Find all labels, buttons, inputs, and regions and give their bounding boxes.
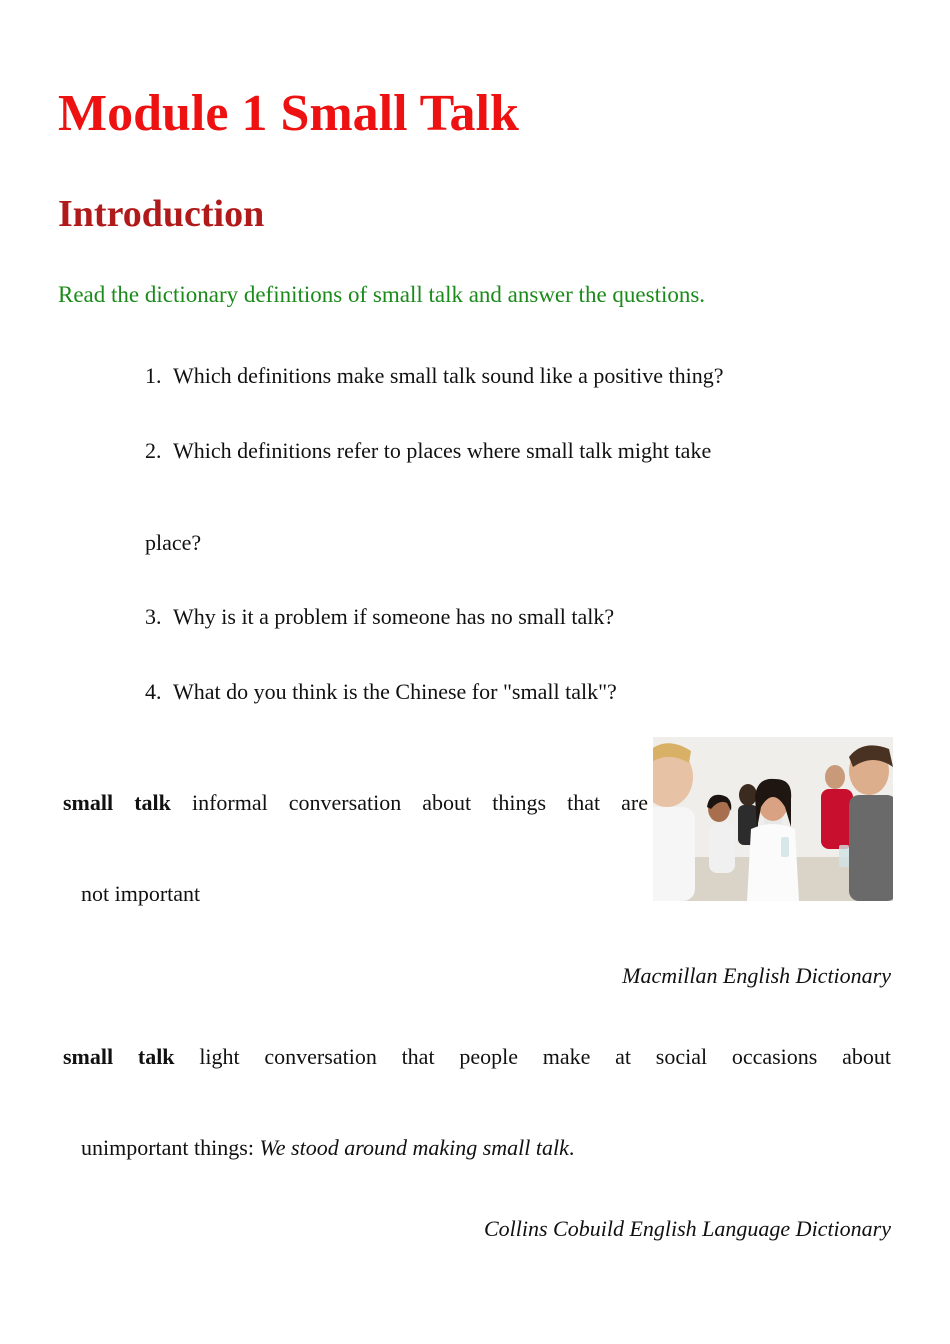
definition-headword: small talk [63,790,171,815]
definition-line [63,1043,891,1071]
instruction-text: Read the dictionary definitions of small talk and answer the questions. [58,282,706,307]
dictionary-source: Collins Cobuild English Language Dictionary [483,1216,891,1241]
definition-text: light conversation that people make at social occasions about [199,1044,891,1069]
question-text: Which definitions make small talk sound like a positive thing? [173,363,724,388]
definition-text: informal conversation about things that are [191,790,649,815]
party-photo [653,737,893,901]
definition-example: We stood around making small talk [259,1135,569,1160]
question-number: 1. [145,363,162,388]
question-number: 4. [145,679,162,704]
question-number: 3. [145,604,162,629]
definition-text-continuation: not important [81,881,201,906]
definition-headword: small talk [63,1044,175,1069]
definition-text-continuation [81,1134,574,1162]
definition-example-end: . [568,1135,575,1160]
question-text-continuation: place? [145,530,202,555]
section-heading: Introduction [58,193,265,235]
dictionary-source: Macmillan English Dictionary [622,963,891,988]
module-title: Module 1 Small Talk [58,85,519,142]
party-photo-icon [653,737,893,901]
definition-text: unimportant things: [81,1135,260,1160]
question-text: Which definitions refer to places where small talk might take [173,438,712,463]
question-text: What do you think is the Chinese for "small talk"? [173,679,617,704]
question-number: 2. [145,438,162,463]
definition-line [63,789,648,817]
question-text: Why is it a problem if someone has no small talk? [173,604,615,629]
